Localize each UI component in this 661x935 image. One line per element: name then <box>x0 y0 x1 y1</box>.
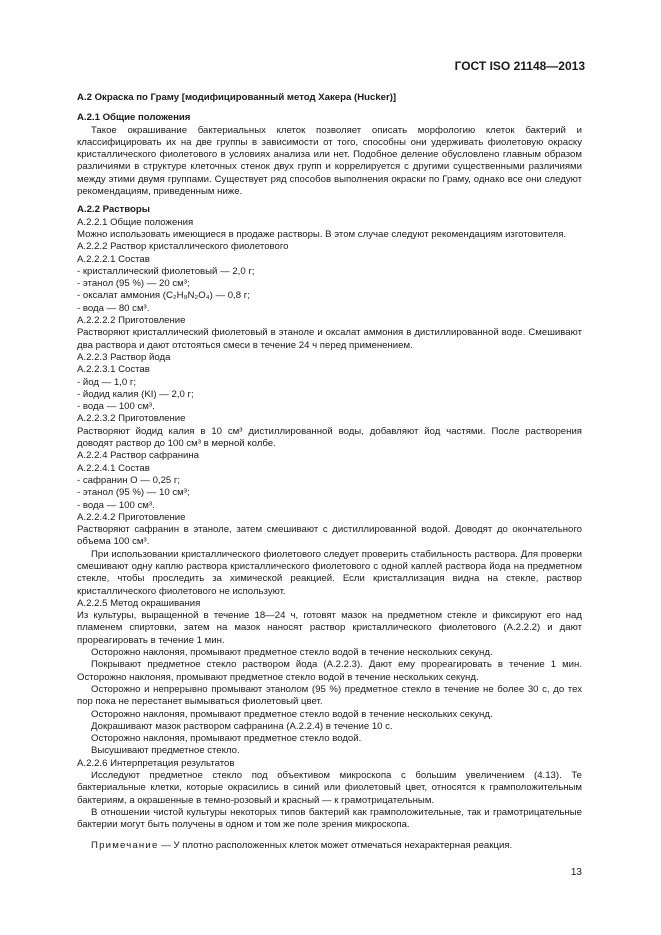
paragraph: Осторожно наклоняя, промывают предметное стекло водой в течение нескольких секунд. <box>91 647 493 659</box>
paragraph: А.2.2.1 Общие положения <box>77 216 194 228</box>
paragraph: А.2.2.2.2 Приготовление <box>77 315 186 327</box>
paragraph: Осторожно наклоняя, промывают предметное стекло водой. <box>91 733 362 745</box>
list-item: - сафранин О — 0,25 г; <box>77 474 181 486</box>
list-item: - этанол (95 %) — 10 см³; <box>77 487 190 499</box>
paragraph: Осторожно и непрерывно промывают этанолом (95 %) предметное стекло в течение не более 30 с, до тех пор пока не перестанет вымываться фиолетовый цвет. <box>77 683 582 708</box>
list-item: - кристаллический фиолетовый — 2,0 г; <box>77 265 255 277</box>
list-item: - йодид калия (KI) — 2,0 г; <box>77 388 194 400</box>
paragraph: Можно использовать имеющиеся в продаже растворы. В этом случае следуют рекомендациям изготовителя. <box>77 228 567 240</box>
note-label: Примечание <box>91 839 159 851</box>
paragraph: А.2.2.2 Раствор кристаллического фиолетового <box>77 241 289 253</box>
paragraph: Растворяют йодид калия в 10 см³ дистиллированной воды, добавляют йод частями. После растворения доводят раствор до 100 см³ в мерной колбе. <box>77 425 582 450</box>
section-heading: А.2.2 Растворы <box>77 204 150 216</box>
paragraph: А.2.2.4.2 Приготовление <box>77 511 186 523</box>
list-item: - вода — 100 см³. <box>77 499 155 511</box>
paragraph: А.2.2.2.1 Состав <box>77 253 150 265</box>
paragraph: А.2.2.5 Метод окрашивания <box>77 597 201 609</box>
paragraph: В отношении чистой культуры некоторых типов бактерий как грамположительные, так и грамотрицательные бактерии могут быть получены в одном и том же поле зрения микроскопа. <box>77 806 582 831</box>
paragraph: Растворяют сафранин в этаноле, затем смешивают с дистиллированной водой. Доводят до окончательного объема 100 см³. <box>77 524 582 548</box>
paragraph: А.2.2.3.1 Состав <box>77 364 150 376</box>
list-item: - йод — 1,0 г; <box>77 376 137 388</box>
document-header: ГОСТ ISO 21148—2013 <box>454 59 585 73</box>
paragraph: Из культуры, выращенной в течение 18—24 ч, готовят мазок на предметном стекле и фиксируют его над пламенем спиртовки, затем на мазок наносят раствор кристаллического фиолетового (А.2.2.2) и дают прореагировать в течение 1 мин. <box>77 610 582 646</box>
section-heading: А.2.1 Общие положения <box>77 112 191 124</box>
paragraph: А.2.2.6 Интерпретация результатов <box>77 757 235 769</box>
paragraph: Такое окрашивание бактериальных клеток позволяет описать морфологию клеток бактерий и классифицировать их на две группы в зависимости от того, способны они удерживать фиолетовую окраску кристаллического фиолетового в условиях анализа или нет. Подобное деление обусловлено главным образом различиями в структуре клеточных стенок двух групп и коррелируется с другими существенными различиями между этими двумя группами. Существует ряд способов выполнения окраски по Граму, однако все они следуют рекомендациям, приведенным ниже. <box>77 124 582 198</box>
paragraph: А.2.2.3 Раствор йода <box>77 351 171 363</box>
list-item: - оксалат аммония (C₂H₈N₂O₄) — 0,8 г; <box>77 290 250 302</box>
list-item: - вода — 80 см³. <box>77 302 150 314</box>
note-text: — У плотно расположенных клеток может отмечаться нехарактерная реакция. <box>158 839 513 851</box>
paragraph: Осторожно наклоняя, промывают предметное стекло водой в течение нескольких секунд. <box>91 708 493 720</box>
section-heading: A.2 Окраска по Граму [модифицированный метод Хакера (Hucker)] <box>77 92 397 103</box>
paragraph: При использовании кристаллического фиолетового следует проверить стабильность раствора. Для проверки смешивают одну каплю раствора кристаллического фиолетового с одной каплей раствора йода на предметном стекле, чтобы проследить за химической реакцией. Если кристаллизация видна на стекле, раствор кристаллического фиолетового не используют. <box>77 548 582 597</box>
paragraph: Растворяют кристаллический фиолетовый в этаноле и оксалат аммония в дистиллированной воде. Смешивают два раствора и дают отстояться смеси в течение 24 ч перед применением. <box>77 327 582 351</box>
paragraph: А.2.2.3.2 Приготовление <box>77 413 186 425</box>
list-item: - вода — 100 см³. <box>77 401 155 413</box>
paragraph: А.2.2.4 Раствор сафранина <box>77 450 199 462</box>
paragraph: А.2.2.4.1 Состав <box>77 462 150 474</box>
document-body <box>77 92 582 852</box>
note <box>77 840 582 852</box>
paragraph: Покрывают предметное стекло раствором йода (А.2.2.3). Дают ему прореагировать в течение 1 мин. Осторожно наклоняя, промывают предметное стекло водой в течение нескольких секунд. <box>77 659 582 683</box>
page-number: 13 <box>570 867 582 878</box>
list-item: - этанол (95 %) — 20 см³; <box>77 278 190 290</box>
paragraph: Высушивают предметное стекло. <box>91 745 240 757</box>
paragraph: Исследуют предметное стекло под объективом микроскопа с большим увеличением (4.13). Те бактериальные клетки, которые окрасились в синий или фиолетовый цвет, относятся к грамположительным бактериям, а окрашенные в темно-розовый и красный — к грамотрицательным. <box>77 770 582 806</box>
paragraph: Докрашивают мазок раствором сафранина (А.2.2.4) в течение 10 с. <box>91 720 393 732</box>
